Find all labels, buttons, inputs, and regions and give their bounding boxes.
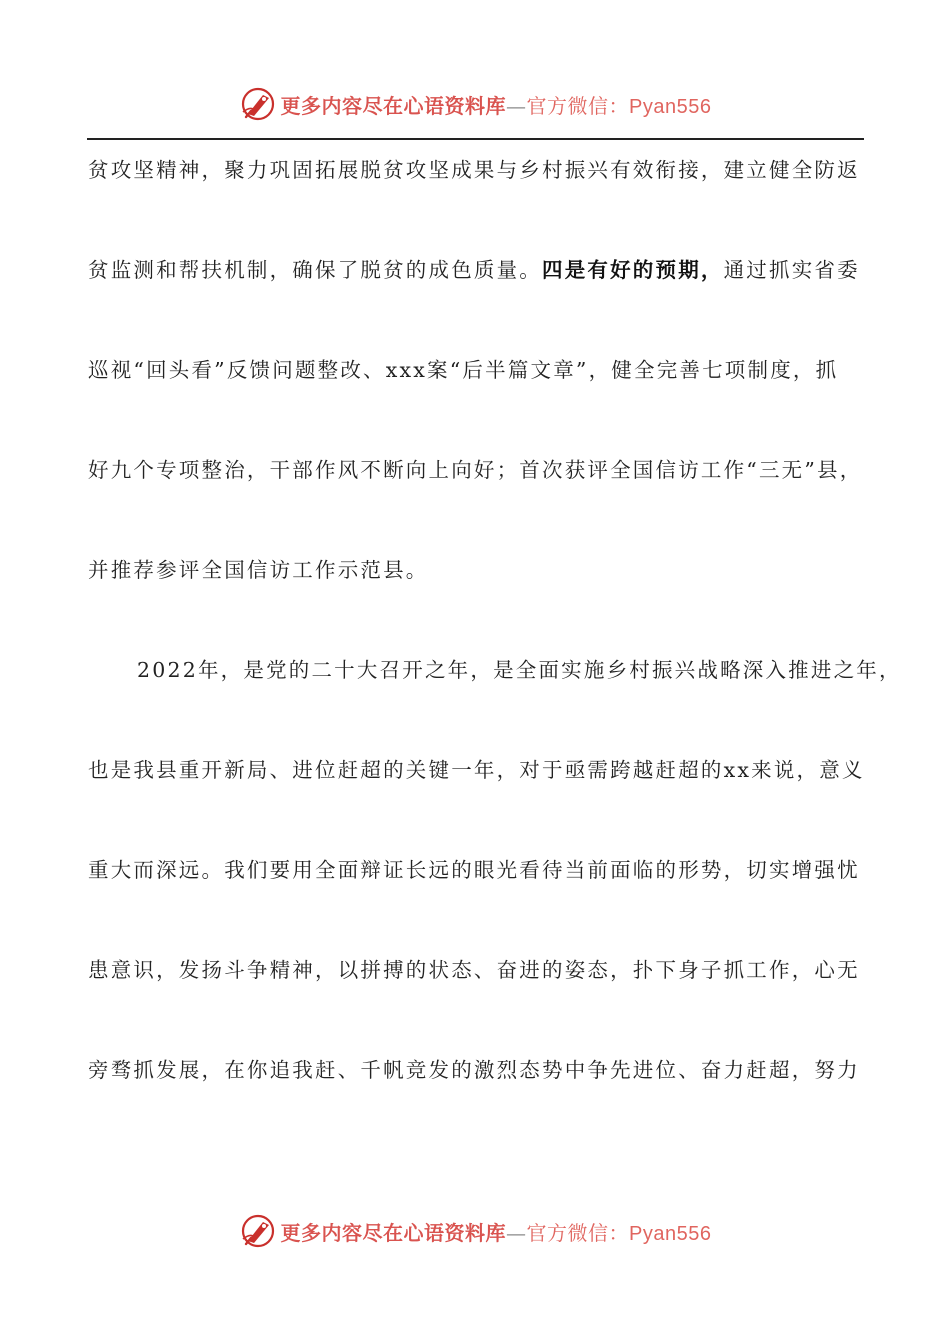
text-line: 患意识，发扬斗争精神，以拼搏的状态、奋进的姿态，扑下身子抓工作，心无 bbox=[88, 958, 860, 982]
header-dash: — bbox=[506, 93, 527, 118]
paragraph-2 bbox=[88, 640, 902, 1140]
header-wechat-label: 官方微信： bbox=[526, 93, 630, 118]
paragraph-1 bbox=[88, 140, 878, 640]
text-line: 重大而深远。我们要用全面辩证长远的眼光看待当前面临的形势，切实增强忧 bbox=[88, 858, 860, 882]
header-brand: 更多内容尽在心语资料库 bbox=[280, 93, 507, 118]
text-run: 通过抓实省委 bbox=[723, 258, 860, 282]
text-line: 并推荐参评全国信访工作示范县。 bbox=[88, 558, 429, 582]
text-line: 贫攻坚精神，聚力巩固拓展脱贫攻坚成果与乡村振兴有效衔接，建立健全防返 bbox=[88, 158, 860, 182]
document-body bbox=[88, 140, 902, 1140]
pen-nib-logo-icon bbox=[239, 1212, 277, 1250]
text-line: 好九个专项整治，干部作风不断向上向好；首次获评全国信访工作“三无”县， bbox=[88, 458, 863, 482]
header-text bbox=[281, 90, 712, 119]
footer-dash: — bbox=[506, 1220, 527, 1245]
footer-wechat-label: 官方微信： bbox=[526, 1220, 630, 1245]
text-line: 旁骛抓发展，在你追我赶、千帆竞发的激烈态势中争先进位、奋力赶超，努力 bbox=[88, 1058, 860, 1082]
footer-brand: 更多内容尽在心语资料库 bbox=[280, 1220, 507, 1245]
text-line: 2022年，是党的二十大召开之年，是全面实施乡村振兴战略深入推进之年， bbox=[137, 658, 902, 682]
text-line bbox=[88, 240, 878, 340]
footer-wechat-id: Pyan556 bbox=[629, 1222, 712, 1245]
text-run: 贫监测和帮扶机制，确保了脱贫的成色质量。 bbox=[88, 258, 542, 282]
emphasis-heading: 四是有好的预期， bbox=[542, 258, 724, 282]
text-line: 巡视“回头看”反馈问题整改、xxx案“后半篇文章”，健全完善七项制度，抓 bbox=[88, 358, 839, 382]
header-banner bbox=[0, 82, 950, 126]
footer-text bbox=[281, 1217, 712, 1246]
pen-nib-logo-icon bbox=[239, 85, 277, 123]
text-line: 也是我县重开新局、进位赶超的关键一年，对于亟需跨越赶超的xx来说，意义 bbox=[88, 758, 865, 782]
footer-banner bbox=[0, 1209, 950, 1253]
header-wechat-id: Pyan556 bbox=[629, 95, 712, 118]
